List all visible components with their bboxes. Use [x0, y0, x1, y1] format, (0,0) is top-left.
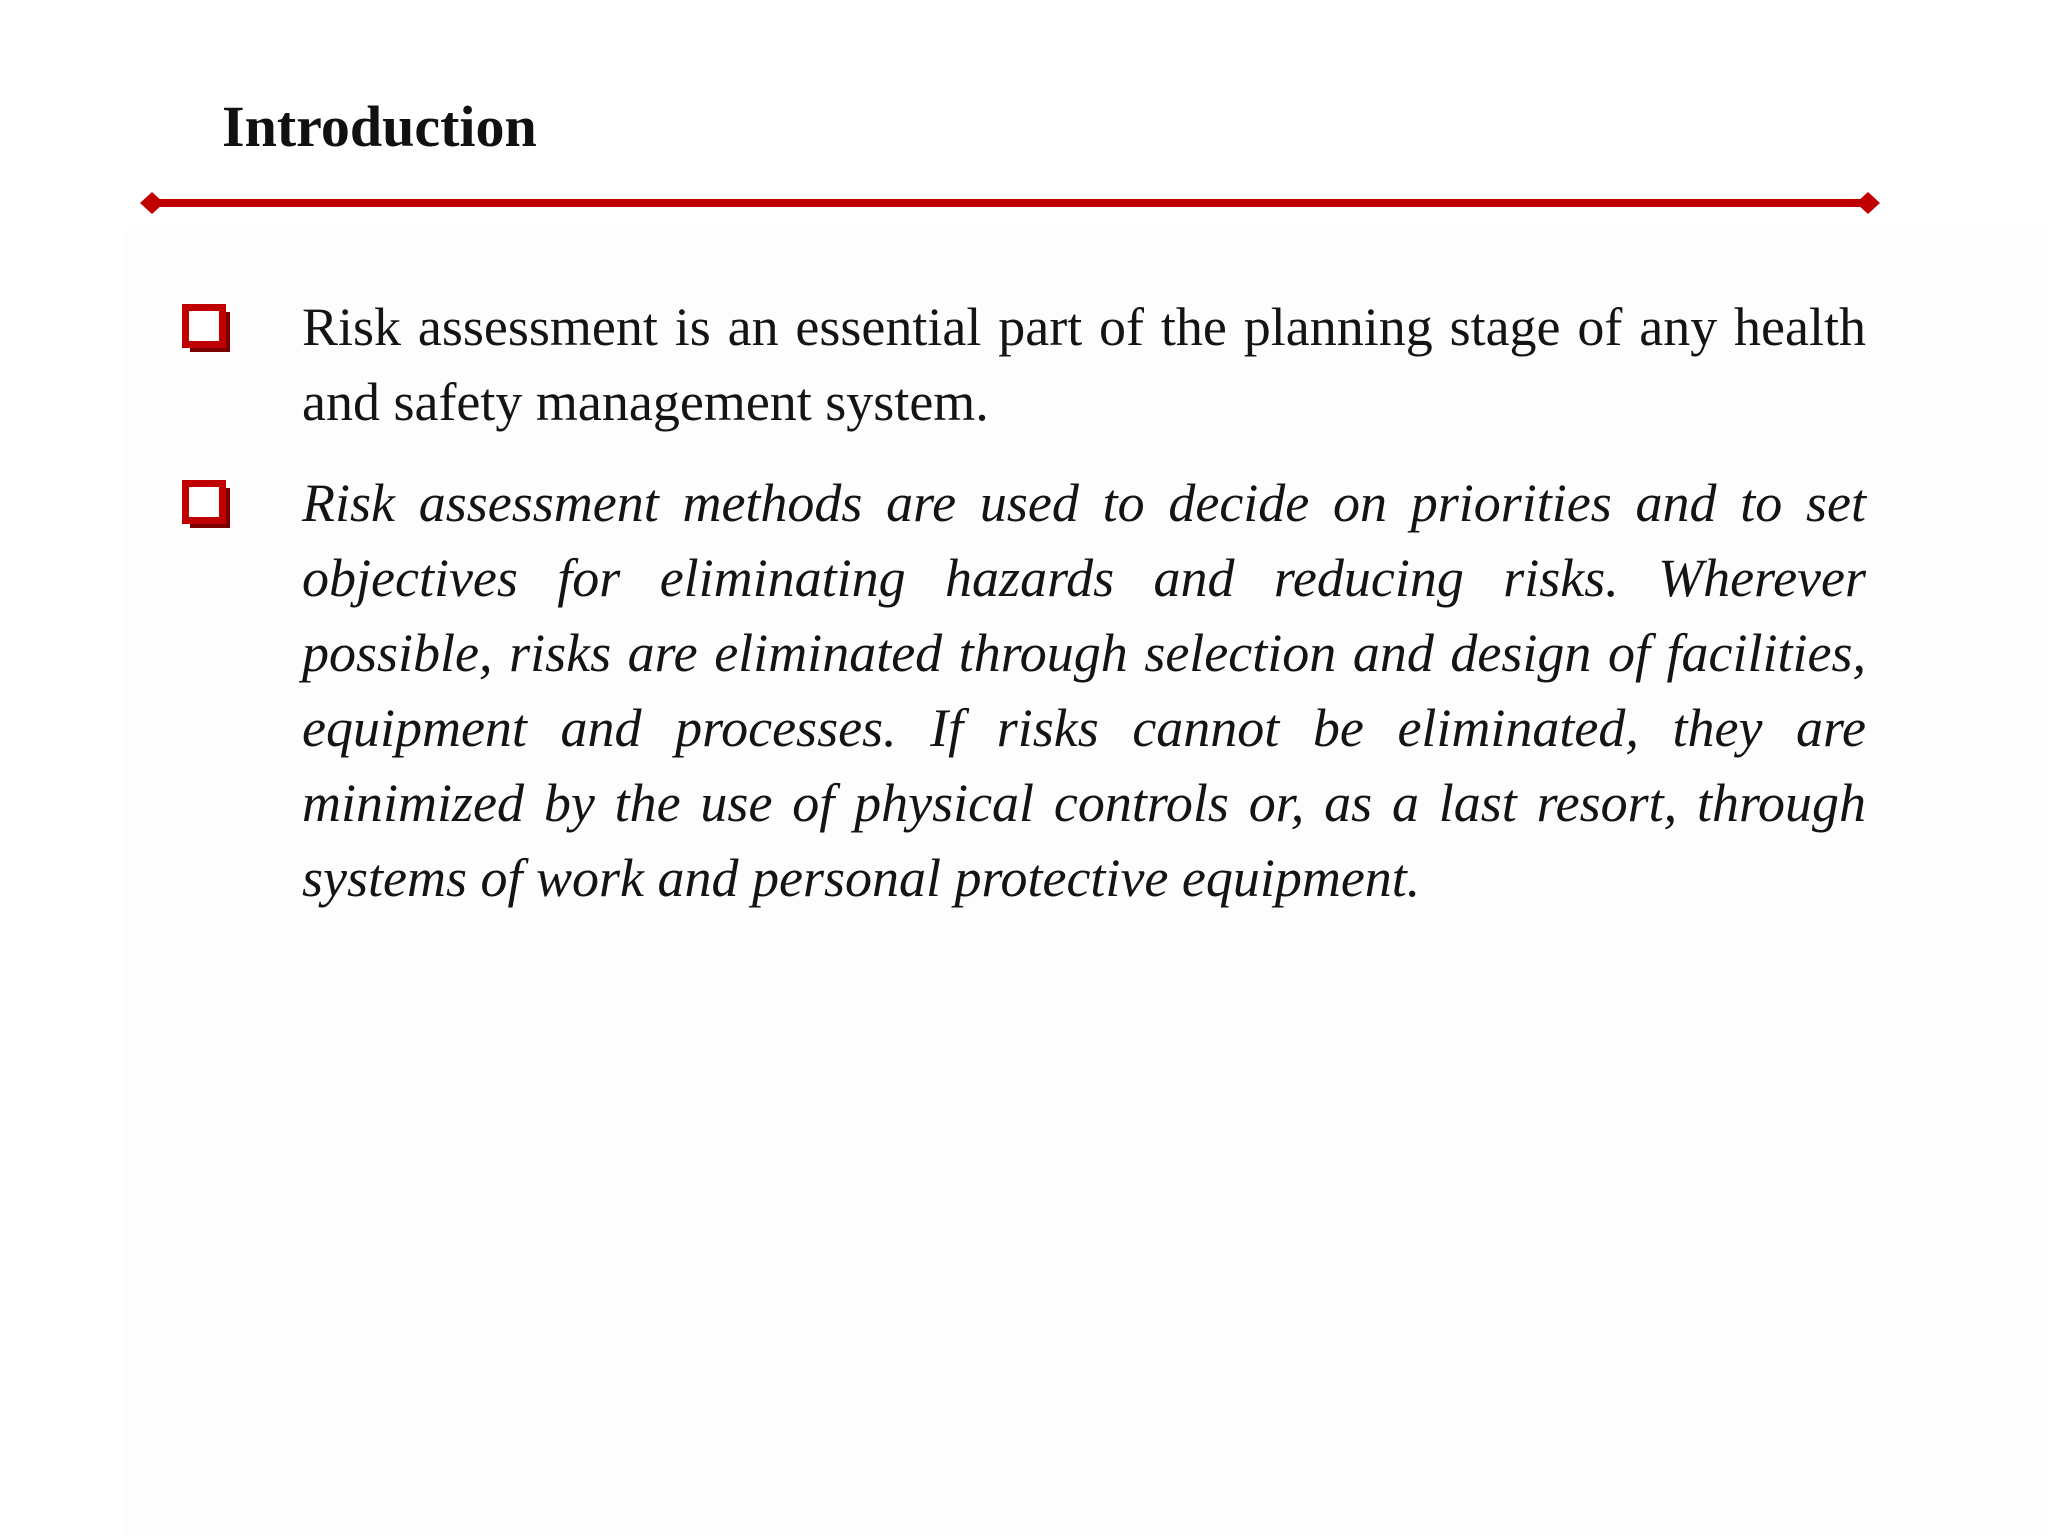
bullet-item: [176, 290, 1866, 440]
checkbox-square-icon: [180, 302, 232, 354]
bullet-text: Risk assessment is an essential part of the planning stage of any health and safety management system.: [302, 297, 1866, 432]
bullet-item: [176, 466, 1866, 916]
divider-right-diamond-icon: [1856, 192, 1880, 214]
bullet-text: Risk assessment methods are used to decide on priorities and to set objectives for eliminating hazards and reducing risks. Wherever possible, risks are eliminated through selection and design of facilities, equipment and processes. If risks cannot be eliminated, they are minimized by the use of physical controls or, as a last resort, through systems of work and personal protective equipment.: [302, 473, 1866, 908]
divider-left-diamond-icon: [140, 192, 164, 214]
checkbox-square-icon: [180, 478, 232, 530]
bullet-list: [176, 290, 1866, 916]
slide-title: Introduction: [222, 94, 537, 159]
title-divider-line: [140, 190, 1880, 216]
